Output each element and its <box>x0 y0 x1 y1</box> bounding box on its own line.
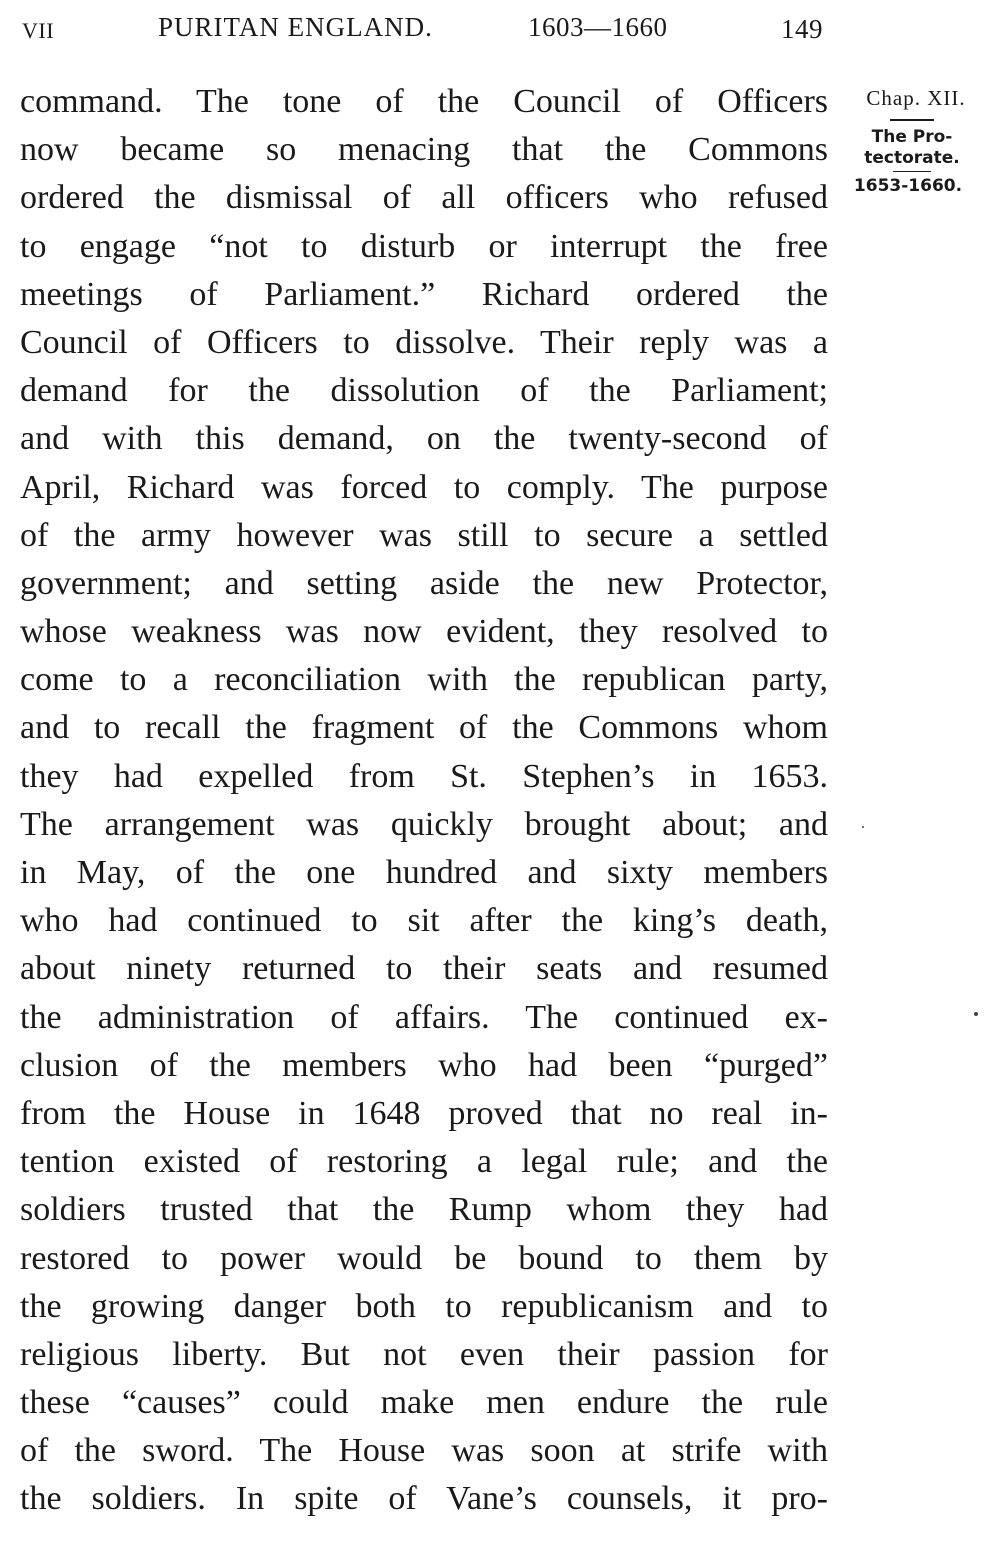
text-line: ordered the dismissal of all officers who refused <box>20 179 828 217</box>
text-line: the soldiers. In spite of Vane’s counsels, it pro- <box>20 1480 828 1518</box>
text-line: the administration of affairs. The continued ex- <box>20 998 828 1036</box>
marginal-topic-line: The Pro- <box>871 127 953 147</box>
marginal-rule <box>890 119 934 121</box>
text-line: The arrangement was quickly brought about; and <box>20 805 828 843</box>
text-line: whose weakness was now evident, they resolved to <box>20 613 828 651</box>
marginal-note <box>842 86 982 196</box>
text-line: to engage “not to disturb or interrupt the free <box>20 227 828 265</box>
body-text <box>20 78 828 1524</box>
text-line: now became so menacing that the Commons <box>20 131 828 169</box>
running-head-dates: 1603—1660 <box>528 12 668 42</box>
text-line: who had continued to sit after the king’s death, <box>20 902 828 940</box>
text-line: demand for the dissolution of the Parliament; <box>20 372 828 410</box>
text-line: from the House in 1648 proved that no real in- <box>20 1094 828 1132</box>
text-line: about ninety returned to their seats and resumed <box>20 950 828 988</box>
marginal-rule <box>893 171 931 172</box>
text-line: and to recall the fragment of the Commons whom <box>20 709 828 747</box>
page-number: 149 <box>781 14 823 44</box>
text-line: come to a reconciliation with the republican party, <box>20 661 828 699</box>
text-line: in May, of the one hundred and sixty members <box>20 854 828 891</box>
text-line: of the army however was still to secure a settled <box>20 516 828 554</box>
running-head <box>0 12 1000 52</box>
text-line: these “causes” could make men endure the rule <box>20 1384 828 1422</box>
text-line: Council of Officers to dissolve. Their reply was a <box>20 323 828 361</box>
running-head-chapter: VII <box>22 18 55 43</box>
marginal-dates: 1653-1660. <box>853 176 963 196</box>
text-line: clusion of the members who had been “purged” <box>20 1046 828 1084</box>
text-line: religious liberty. But not even their passion for <box>20 1335 828 1373</box>
text-line: the growing danger both to republicanism and to <box>20 1287 828 1325</box>
text-line: of the sword. The House was soon at strife with <box>20 1432 828 1470</box>
text-line: April, Richard was forced to comply. The purpose <box>20 468 828 506</box>
scan-speck <box>862 826 864 828</box>
text-line: soldiers trusted that the Rump whom they had <box>20 1191 828 1229</box>
text-line: they had expelled from St. Stephen’s in 1653. <box>20 757 828 795</box>
text-line: government; and setting aside the new Protector, <box>20 564 828 602</box>
text-line: command. The tone of the Council of Officers <box>20 83 828 120</box>
marginal-topic-line: tectorate. <box>864 148 960 168</box>
text-line: restored to power would be bound to them by <box>20 1239 828 1277</box>
text-line: meetings of Parliament.” Richard ordered the <box>20 275 828 313</box>
marginal-chapter: Chap. XII. <box>866 86 966 110</box>
marginal-topic <box>842 127 982 169</box>
text-line: tention existed of restoring a legal rule; and the <box>20 1143 828 1181</box>
scan-speck <box>974 1012 978 1016</box>
running-head-title: PURITAN ENGLAND. <box>158 12 433 42</box>
text-line: and with this demand, on the twenty-second of <box>20 420 828 458</box>
